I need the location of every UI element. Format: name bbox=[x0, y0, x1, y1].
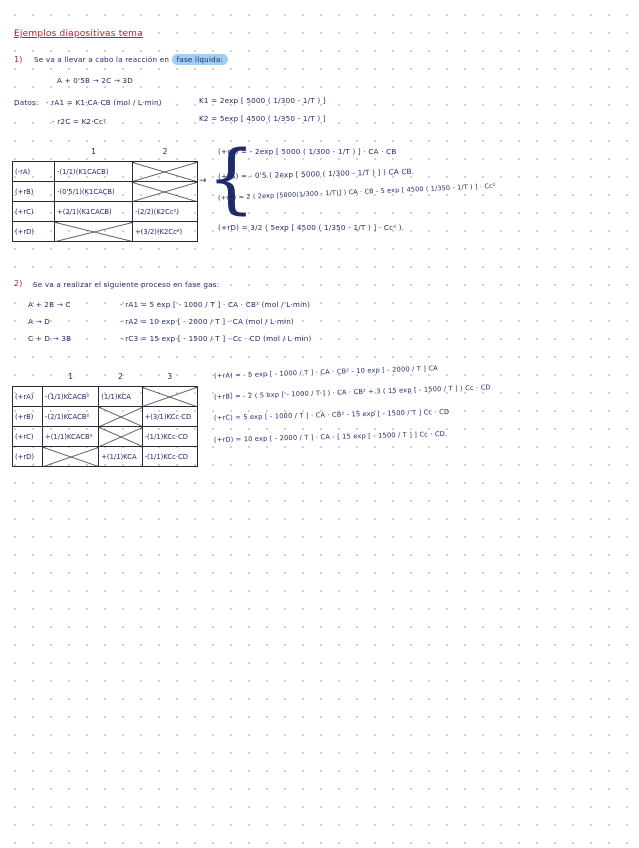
table-row bbox=[13, 447, 198, 467]
table-cell: +(1/1)KCA bbox=[99, 447, 142, 467]
table-cell: -(2/1)KCACB² bbox=[43, 407, 99, 427]
rate-2-1: - rA1 = 5 exp [ - 1000 / T ] · CA · CB² (mol / L·min) bbox=[120, 300, 311, 309]
equation-rc: (+rC) = 2 ( 2exp [5000(1/300 - 1/T)] ) CA · CB - 5 exp [ 4500 ( 1/350 - 1/T ) ] · Cc² bbox=[217, 181, 496, 202]
rate-law-1: - rA1 = K1·CA·CB (mol / L·min) bbox=[46, 98, 162, 107]
row-label: (+rC) bbox=[13, 427, 43, 447]
table-row bbox=[13, 202, 198, 222]
table-row bbox=[13, 182, 198, 202]
row-label: (+rB) bbox=[13, 182, 55, 202]
rate-law-2: - r2C = K2·Cc² bbox=[52, 117, 107, 126]
stoichiometry-table-1 bbox=[12, 142, 198, 242]
equation-2-rc: (+rC) = 5 exp [ - 1000 / T ] · CA · CB² - 15 exp [ - 1500 / T ] Cc · CD bbox=[213, 407, 450, 422]
exercise-1-reaction: A + 0'5B → 2C → 3D bbox=[57, 76, 134, 85]
crossed-cell bbox=[132, 182, 197, 202]
table-corner bbox=[13, 367, 43, 387]
k2-expression: K2 = 5exp [ 4500 ( 1/350 - 1/T ) ] bbox=[199, 114, 326, 123]
reaction-2-1: A + 2B → C bbox=[28, 300, 71, 309]
table-cell: +(2/1)(K1CACB) bbox=[55, 202, 133, 222]
equation-rd: (+rD) = 3/2 ( 5exp [ 4500 ( 1/350 - 1/T ) ] · Cc² ). bbox=[218, 223, 405, 232]
table-row bbox=[13, 387, 198, 407]
crossed-cell bbox=[43, 447, 99, 467]
exercise-1-statement bbox=[34, 55, 228, 64]
row-label: (+rD) bbox=[13, 447, 43, 467]
rate-2-2: - rA2 = 10 exp [ - 2000 / T ] · CA (mol / L·min) bbox=[120, 317, 294, 326]
datos-label: Datos: bbox=[14, 98, 39, 107]
table-cell: +(3/1)KCc·CD bbox=[142, 407, 197, 427]
exercise-2-statement: Se va a realizar el siguiente proceso en fase gas: bbox=[33, 280, 220, 289]
table-col-header: 2 bbox=[162, 147, 168, 156]
crossed-cell bbox=[55, 222, 133, 242]
row-label: (+rC) bbox=[13, 202, 55, 222]
reaction-2-2: A → D bbox=[28, 317, 51, 326]
row-label: (+rD) bbox=[13, 222, 55, 242]
table-row bbox=[13, 162, 198, 182]
arrow-icon: → bbox=[199, 176, 207, 186]
table-cell: -(1/1)(K1CACB) bbox=[55, 162, 133, 182]
row-label: (-rA) bbox=[13, 162, 55, 182]
table-cell: -(0'5/1)(K1CACB) bbox=[55, 182, 133, 202]
exercise-1-statement-text: Se va a llevar a cabo la reacción en bbox=[34, 55, 170, 64]
highlighted-phase: fase líquida: bbox=[172, 54, 228, 65]
table-cell: -(1/1)KCc·CD bbox=[142, 447, 197, 467]
crossed-cell bbox=[99, 427, 142, 447]
table-corner bbox=[13, 142, 55, 162]
page-title: Ejemplos diapositivas tema bbox=[14, 29, 143, 39]
equation-2-ra: (+rA) = - 5 exp [ - 1000 / T ] · CA · CB² - 10 exp [ - 2000 / T ] CA bbox=[213, 364, 439, 380]
curly-brace-icon: { bbox=[207, 133, 256, 222]
table-col-header: 1 bbox=[68, 372, 73, 381]
table-row bbox=[13, 222, 198, 242]
reaction-2-3: C + D → 3B bbox=[28, 334, 72, 343]
equation-rb: (+rB) = - 0'5 ( 2exp [ 5000 ( 1/300 - 1/T ) ] ) CA CB. bbox=[217, 166, 415, 181]
table-cell: +(1/1)KCACB² bbox=[43, 427, 99, 447]
table-cell: -(1/1)KCc·CD bbox=[142, 427, 197, 447]
table-col-header: 2 bbox=[118, 372, 123, 381]
rate-2-3: - rC3 = 15 exp [ - 1500 / T ] · Cc · CD (mol / L·min) bbox=[120, 334, 312, 343]
table-row bbox=[13, 407, 198, 427]
exercise-1-number: 1) bbox=[14, 55, 23, 64]
stoichiometry-table-2 bbox=[12, 367, 198, 467]
k1-expression: K1 = 2exp [ 5000 ( 1/300 - 1/T ) ] bbox=[199, 96, 326, 105]
row-label: (+rA) bbox=[13, 387, 43, 407]
table-cell: -(2/2)(K2Cc²) bbox=[132, 202, 197, 222]
table-col-header: 3 bbox=[167, 372, 173, 381]
equation-2-rb: (+rB) = - 2 ( 5 exp [ - 1000 / T ] ) · CA · CB² + 3 ( 15 exp [ - 1500 / T ] ) Cc · CD bbox=[213, 383, 491, 401]
table-row bbox=[13, 427, 198, 447]
table-cell: -(1/1)KCACB² bbox=[43, 387, 99, 407]
table-col-header: 1 bbox=[91, 147, 96, 156]
crossed-cell bbox=[142, 387, 197, 407]
exercise-2-number: 2) bbox=[14, 279, 23, 288]
row-label: (+rB) bbox=[13, 407, 43, 427]
equation-ra: (+rA) = - 2exp [ 5000 ( 1/300 - 1/T ) ] · CA · CB bbox=[218, 147, 397, 156]
equation-2-rd: (+rD) = 10 exp [ - 2000 / T ] · CA - [ 15 exp [ - 1500 / T ] ] Cc · CD. bbox=[213, 429, 448, 444]
crossed-cell bbox=[132, 162, 197, 182]
table-cell: (1/1)KCA bbox=[99, 387, 142, 407]
crossed-cell bbox=[99, 407, 142, 427]
table-cell: +(3/2)(K2Cc²) bbox=[132, 222, 197, 242]
